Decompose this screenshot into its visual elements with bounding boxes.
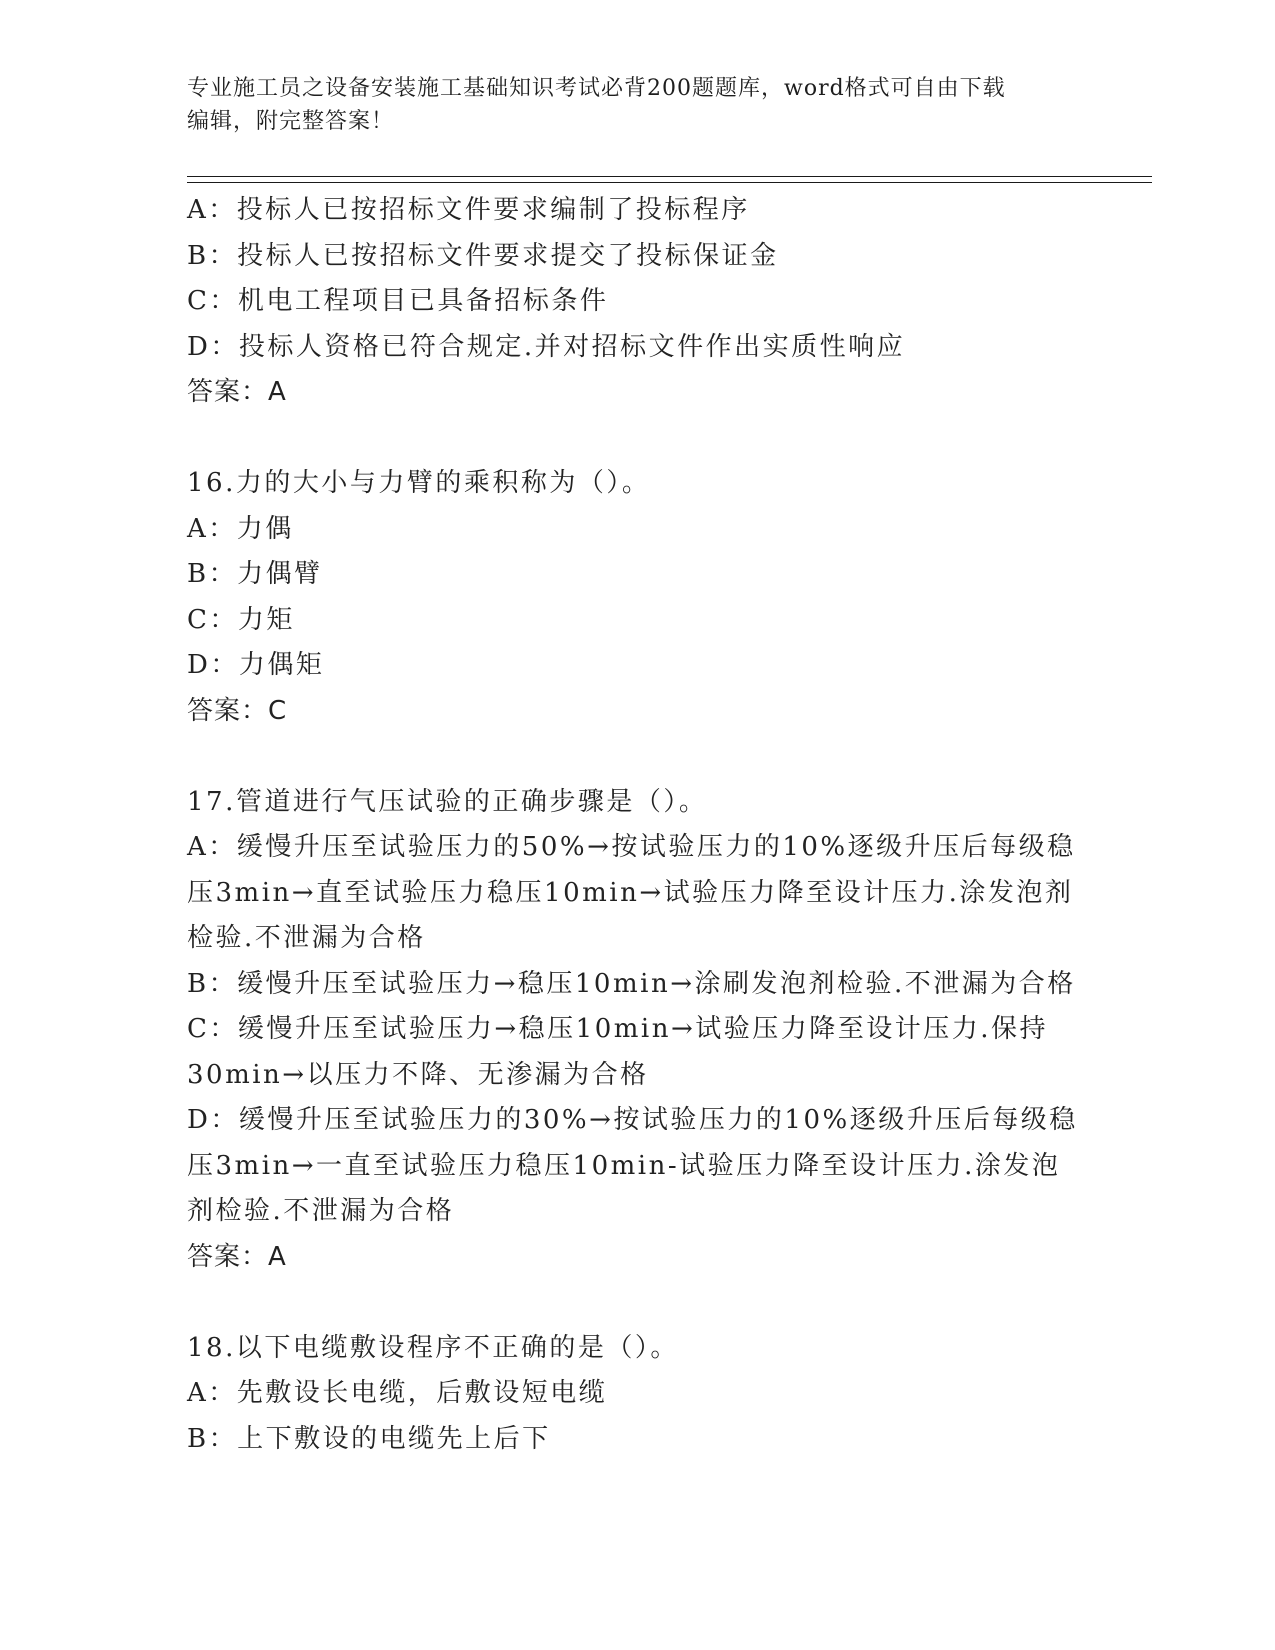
q15-option-a: A：投标人已按招标文件要求编制了投标程序 (187, 195, 750, 225)
question-17 (187, 780, 1087, 1281)
q17-option-c-line-2: 30min→以压力不降、无渗漏为合格 (187, 1059, 649, 1090)
question-16 (187, 461, 1087, 734)
q18-option-a: A：先敷设长电缆，后敷设短电缆 (187, 1378, 608, 1408)
q17-option-a-line-3: 检验.不泄漏为合格 (187, 923, 426, 953)
q16-option-d: D：力偶矩 (187, 650, 325, 680)
q17-option-d-line-1: D：缓慢升压至试验压力的30%→按试验压力的10%逐级升压后每级稳 (187, 1105, 1078, 1135)
header-line-2: 编辑，附完整答案！ (187, 109, 395, 134)
q17-answer: 答案：A (187, 1241, 287, 1272)
q16-option-b: B：力偶臂 (187, 559, 323, 589)
q17-option-b: B：缓慢升压至试验压力→稳压10min→涂刷发泡剂检验.不泄漏为合格 (187, 968, 1076, 999)
q18-stem: 18.以下电缆敷设程序不正确的是（）。 (187, 1332, 679, 1363)
spacer (187, 416, 1087, 462)
q17-option-c-line-1: C：缓慢升压至试验压力→稳压10min→试验压力降至设计压力.保持 (187, 1014, 1049, 1044)
q17-option-d-line-2: 压3min→一直至试验压力稳压10min-试验压力降至设计压力.涂发泡 (187, 1150, 1061, 1181)
q18-option-b: B：上下敷设的电缆先上后下 (187, 1423, 551, 1454)
q17-stem: 17.管道进行气压试验的正确步骤是（）。 (187, 786, 708, 817)
q17-option-a-line-1: A：缓慢升压至试验压力的50%→按试验压力的10%逐级升压后每级稳 (187, 832, 1076, 862)
q15-option-d: D：投标人资格已符合规定.并对招标文件作出实质性响应 (187, 331, 906, 362)
question-18 (187, 1326, 1087, 1463)
q16-stem: 16.力的大小与力臂的乘积称为（）。 (187, 468, 651, 498)
q17-option-d-line-3: 剂检验.不泄漏为合格 (187, 1196, 455, 1226)
header-divider-bottom (187, 182, 1152, 183)
document-header (187, 72, 1067, 138)
q15-option-c: C：机电工程项目已具备招标条件 (187, 286, 609, 316)
spacer (187, 1280, 1087, 1326)
question-content (187, 188, 1087, 1462)
spacer (187, 734, 1087, 780)
q15-answer: 答案：A (187, 377, 287, 407)
header-divider-top (187, 176, 1152, 177)
question-15 (187, 188, 1087, 416)
q15-option-b: B：投标人已按招标文件要求提交了投标保证金 (187, 240, 779, 271)
q17-option-a-line-2: 压3min→直至试验压力稳压10min→试验压力降至设计压力.涂发泡剂 (187, 877, 1074, 908)
q16-option-a: A：力偶 (187, 513, 294, 544)
q16-answer: 答案：C (187, 695, 288, 726)
header-line-1: 专业施工员之设备安装施工基础知识考试必背200题题库，word格式可自由下载 (187, 76, 1006, 101)
q16-option-c: C：力矩 (187, 604, 295, 635)
